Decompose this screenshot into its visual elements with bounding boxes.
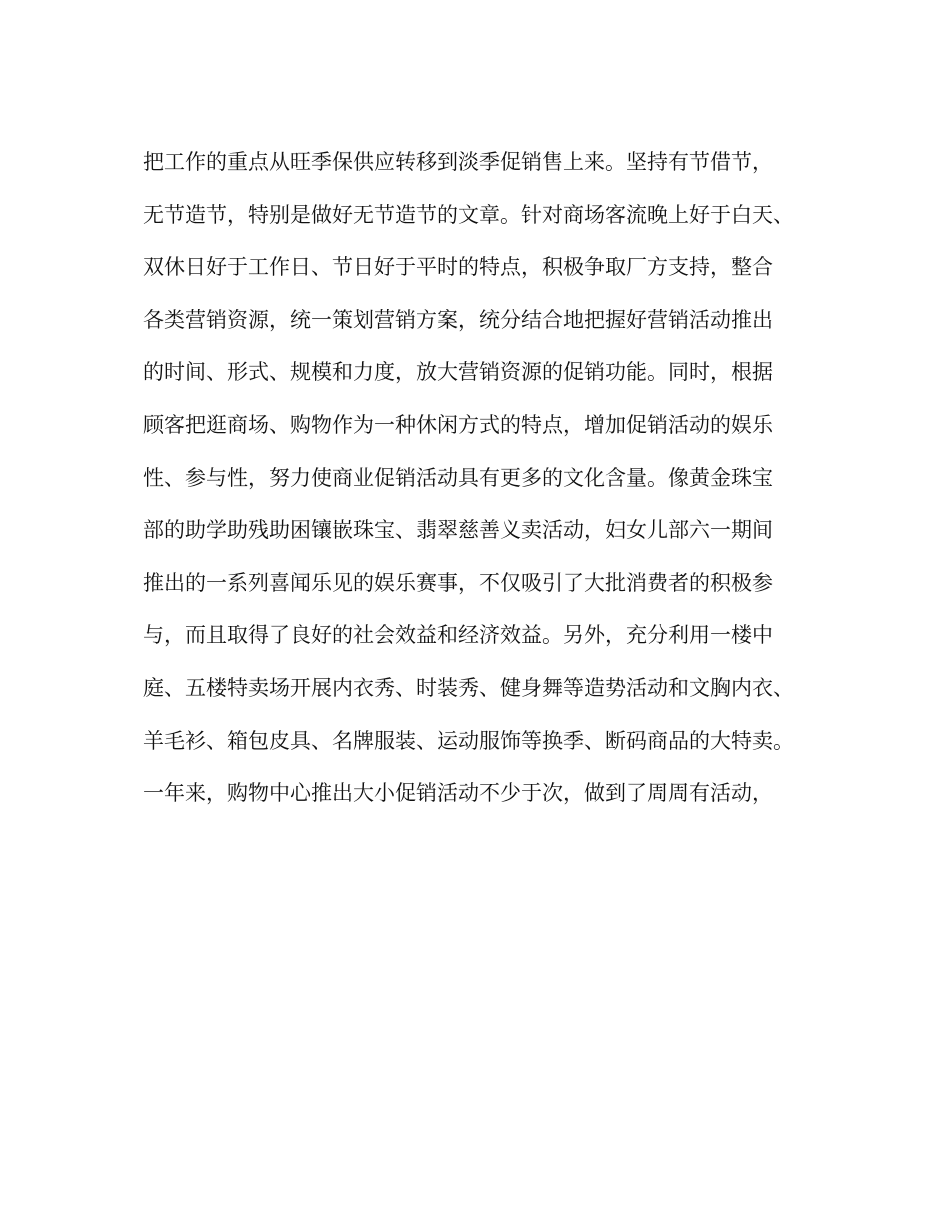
text-line: 部的助学助残助困镶嵌珠宝、翡翠慈善义卖活动，妇女儿部六一期间 <box>143 518 773 543</box>
text-line: 无节造节，特别是做好无节造节的文章。针对商场客流晚上好于白天、 <box>143 202 794 227</box>
text-line: 一年来，购物中心推出大小促销活动不少于次，做到了周周有活动， <box>143 781 773 806</box>
body-paragraph <box>143 136 843 820</box>
text-line: 推出的一系列喜闻乐见的娱乐赛事，不仅吸引了大批消费者的积极参 <box>143 570 773 595</box>
text-line: 各类营销资源，统一策划营销方案，统分结合地把握好营销活动推出 <box>143 307 773 332</box>
text-line: 双休日好于工作日、节日好于平时的特点，积极争取厂方支持，整合 <box>143 255 773 280</box>
text-line: 顾客把逛商场、购物作为一种休闲方式的特点，增加促销活动的娱乐 <box>143 412 773 437</box>
text-line: 羊毛衫、箱包皮具、名牌服装、运动服饰等换季、断码商品的大特卖。 <box>143 728 794 753</box>
text-line: 与，而且取得了良好的社会效益和经济效益。另外，充分利用一楼中 <box>143 623 773 648</box>
text-line: 把工作的重点从旺季保供应转移到淡季促销售上来。坚持有节借节， <box>143 150 773 174</box>
text-line: 性、参与性，努力使商业促销活动具有更多的文化含量。像黄金珠宝 <box>143 465 773 490</box>
text-line: 庭、五楼特卖场开展内衣秀、时装秀、健身舞等造势活动和文胸内衣、 <box>143 675 794 700</box>
text-line: 的时间、形式、规模和力度，放大营销资源的促销功能。同时，根据 <box>143 360 773 385</box>
